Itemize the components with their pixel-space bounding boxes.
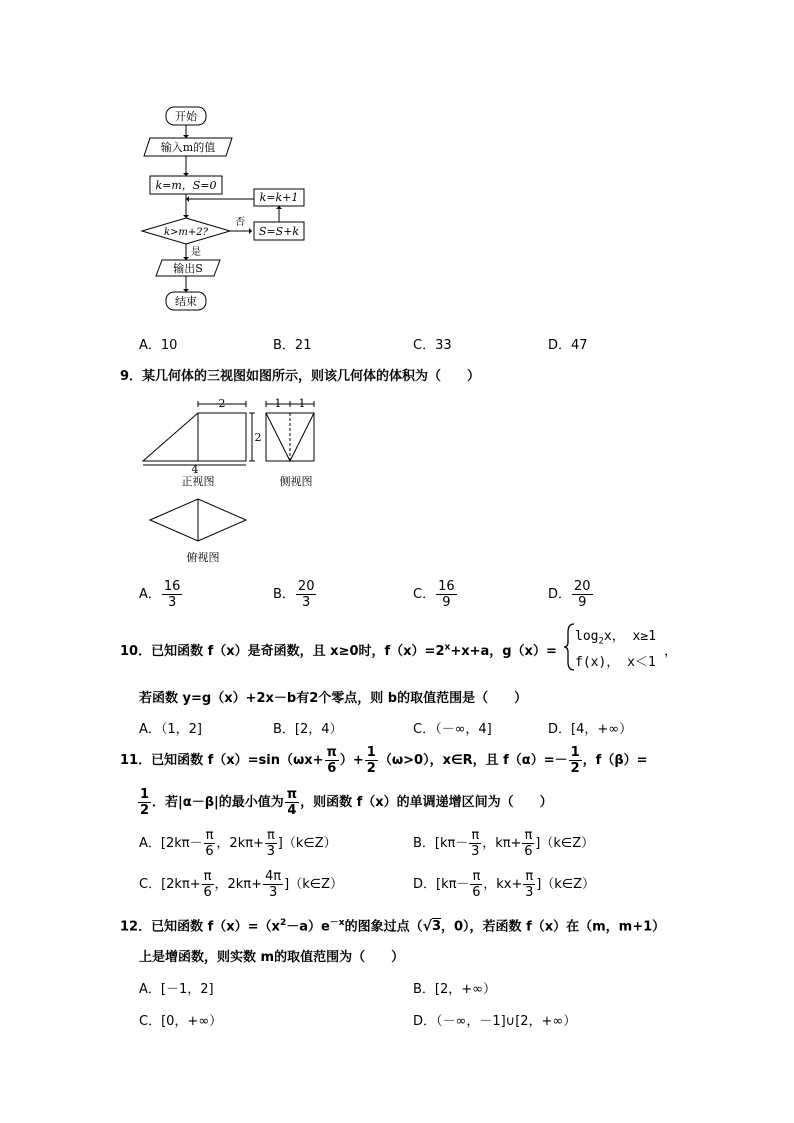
q10-option-d: D．[4，+∞） [548,722,633,737]
q10-line2: 若函数 y=g（x）+2x－b有2个零点，则 b的取值范围是（ ） [139,691,528,706]
q9-stem: 9．某几何体的三视图如图所示，则该几何体的体积为（ ） [120,369,481,384]
input-text: 输入m的值 [160,141,216,154]
flowchart [130,100,320,320]
q12-option-a: A．[－1，2] [139,982,214,997]
q11-option-c: C．[2kπ+ $\frac{\pi}{6}$ ，2kπ+ $\frac{4\pi}{3}$ ]（k∈Z） [139,869,343,900]
q8-option-d: D．47 [548,338,588,353]
incr-text: k=k+1 [259,191,299,204]
q9-option-b: B． $\frac{20}{3}$ [273,579,315,610]
q12-option-d: D．（－∞，－1]∪[2，+∞） [413,1014,577,1029]
q10-option-c: C．（－∞，4] [413,722,492,737]
q12-option-c: C．[0，+∞） [139,1014,223,1029]
sum-text: S=S+k [258,225,300,238]
start-text: 开始 [175,110,197,123]
piecewise-brace [562,622,576,672]
q8-option-b: B．21 [273,338,312,353]
q10-stem: 10．已知函数 f（x）是奇函数，且 x≥0时，$f(x)=2^x+x+a$，g（x）= [120,642,557,659]
output-text: 输出S [173,262,203,275]
dim-side-right: 1 [298,397,306,410]
init-text: k=m，S=0 [155,179,217,192]
q10-option-a: A．（1，2] [139,722,203,737]
front-view-label: 正视图 [181,475,215,488]
cond-text: k>m+2? [163,227,209,238]
front-view [143,413,246,461]
q12-line2: 上是增函数，则实数 m的取值范围为（ ） [139,950,405,965]
no-label: 否 [235,217,245,228]
end-text: 结束 [175,295,197,308]
top-view-label: 俯视图 [186,551,220,564]
q8-option-c: C．33 [413,338,452,353]
dim-side-left: 1 [274,397,282,410]
q10-case-2: f(x)， x＜1 [575,655,656,670]
q12-line1: 12．已知函数 $f(x)=(x^2-a)e^{-x}$的图象过点（√3，0），若函数 f（x）在（m，m+1） [120,918,666,935]
q8-option-a: A．10 [139,338,178,353]
q10-option-b: B．[2，4） [273,722,343,737]
q10-case-1: $\log_2x$， x≥1 [575,629,657,647]
dim-front-right: 2 [254,431,262,444]
q11-line1: 11．已知函数 f（x）=sin（ωx+ $\frac{\pi}{6}$ ）+ $\frac{1}{2}$ （ω>0），x∈R，且 f（α）=－ $\frac{1}{2}$ ，f（β）= [120,745,648,776]
q9-option-c: C． $\frac{16}{9}$ [413,579,455,610]
side-view-label: 侧视图 [279,475,313,488]
q11-option-a: A．[2kπ－ $\frac{\pi}{6}$ ，2kπ+ $\frac{\pi}{3}$ ]（k∈Z） [139,828,337,859]
q9-option-d: D． $\frac{20}{9}$ [548,579,591,610]
q10-comma: ， [664,644,678,659]
q11-option-d: D．[kπ－ $\frac{\pi}{6}$ ，kx+ $\frac{\pi}{3}$ ]（k∈Z） [413,869,596,900]
q11-option-b: B．[kπ－ $\frac{\pi}{3}$ ，kπ+ $\frac{\pi}{6}$ ]（k∈Z） [413,828,595,859]
dim-front-bottom: 4 [191,463,199,476]
q12-option-b: B．[2，+∞） [413,982,496,997]
dim-front-top: 2 [218,397,226,410]
q11-line2: $\frac{1}{2}$ ．若|α－β|的最小值为 $\frac{\pi}{4}$ ，则函数 f（x）的单调递增区间为（ ） [140,787,553,818]
yes-label: 是 [191,247,201,258]
three-views-figure [138,393,328,573]
q9-option-a: A． $\frac{16}{3}$ [139,579,181,610]
